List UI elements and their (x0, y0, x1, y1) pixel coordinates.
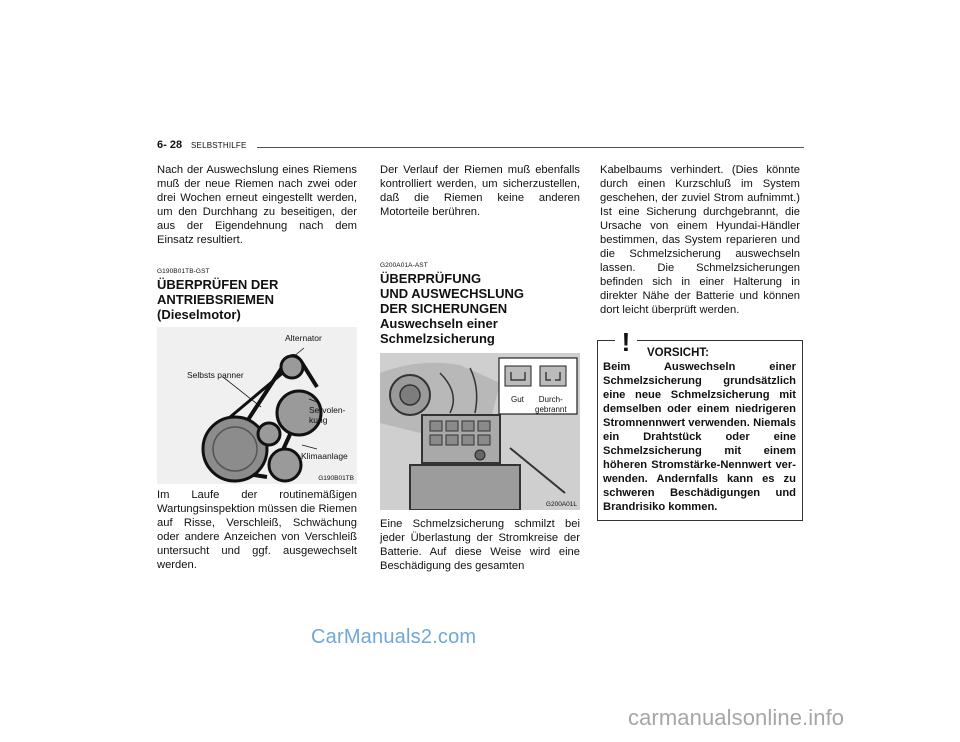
column-2 (380, 163, 580, 573)
belt-adjust-paragraph: Nach der Auswechslung eines Riemens muß der neue Riemen nach zwei oder drei Wochen erneut eingestellt werden, um den Durchhang zu beseitigen, der aus der Eigendehnung nach dem Einsatz resultiert. (157, 164, 357, 246)
section-heading (380, 271, 580, 346)
fuse-paragraph: Eine Schmelzsicherung schmilzt bei jeder Überlastung der Stromkreise der Batterie. Auf diese Weise wird eine Beschädigung des gesamten (380, 518, 580, 572)
heading-line: ÜBERPRÜFUNG (380, 271, 482, 286)
good-fuse-label: Gut (511, 395, 524, 404)
aircon-label: Klimaanlage (301, 451, 348, 461)
fuse-drawing (380, 353, 580, 510)
column-1 (157, 163, 357, 572)
column-3 (600, 163, 800, 521)
figure-code: G200A01L (545, 501, 577, 508)
belt-diagram (157, 327, 357, 484)
tensioner-pulley (258, 423, 280, 445)
steering-label-line: Servolen- (309, 405, 346, 415)
warning-text: Beim Auswechseln einer Schmelzsicherung grundsätzlich eine neue Schmelzsicherung mit demselben oder einem niedrigeren Stromnennwert verwenden. Niemals ein Drahtstück oder eine Schmelzsicherung mit einem höheren Stromstärke-Nennwert ver- wenden. Andernfalls kann es zu schweren Beschädigungen und Brandrisiko kommen. (603, 361, 796, 513)
fuse-photo (380, 353, 580, 510)
page-header (157, 139, 804, 155)
steering-label (309, 405, 345, 425)
fuse-continued-paragraph: Kabelbaums verhindert. (Dies könnte durch einen Kurzschluß im System geschehen, der zuviel Strom aufnimmt.) Ist eine Sicherung durchgebrannt, die Ursache von einem Hyundai-Händler bestimmen, das System reparieren und die Schmelzsicherung auswechseln lassen. Die Schmelzsicherungen befinden sich in einer Halterung in direkter Nähe der Batterie und können dort leicht überprüft werden. (600, 164, 800, 316)
header-rule (257, 147, 804, 148)
figure-code: G190B01TB (318, 475, 354, 482)
section-heading (157, 277, 357, 322)
section-code: G190B01TB-GST (157, 268, 210, 275)
steering-label-line: kung (309, 415, 328, 425)
aircon-pulley (269, 449, 301, 481)
section-title: SELBSTHILFE (191, 141, 247, 150)
inspection-paragraph: Im Laufe der routinemäßigen Wartungsinspektion müssen die Riemen auf Risse, Verschleiß, Schwächung oder andere Anzeichen von Verschleiß untersucht und ggf. ausgewechselt werden. (157, 489, 357, 571)
battery (410, 465, 520, 510)
alternator-pulley (281, 356, 303, 378)
heading-line: ANTRIEBSRIEMEN (157, 292, 275, 307)
heading-line: Schmelzsicherung (380, 331, 495, 346)
warning-title: VORSICHT: (647, 347, 709, 359)
heading-line: Auswechseln einer (380, 316, 498, 331)
blown-fuse-label (535, 395, 567, 415)
warning-box (597, 327, 803, 521)
watermark-left: CarManuals2.com (311, 626, 477, 648)
heading-line: DER SICHERUNGEN (380, 301, 508, 316)
watermark-right: carmanualsonline.info (628, 705, 845, 730)
belt-route-paragraph: Der Verlauf der Riemen muß ebenfalls kontrolliert werden, um sicherzustellen, daß die Riemen keine anderen Motorteile berühren. (380, 164, 580, 218)
blown-fuse-label-line: Durch- (538, 395, 563, 404)
heading-line: UND AUSWECHSLUNG (380, 286, 524, 301)
alternator-label: Alternator (285, 333, 322, 343)
page-number: 6- 28 (157, 139, 183, 151)
section-code: G200A01A-AST (380, 262, 428, 269)
warning-icon: ! (615, 327, 637, 357)
blown-fuse-label-line: gebrannt (535, 405, 567, 414)
tensioner-label: Selbsts panner (187, 370, 244, 380)
heading-line: ÜBERPRÜFEN DER (157, 277, 279, 292)
heading-line: (Dieselmotor) (157, 307, 241, 322)
